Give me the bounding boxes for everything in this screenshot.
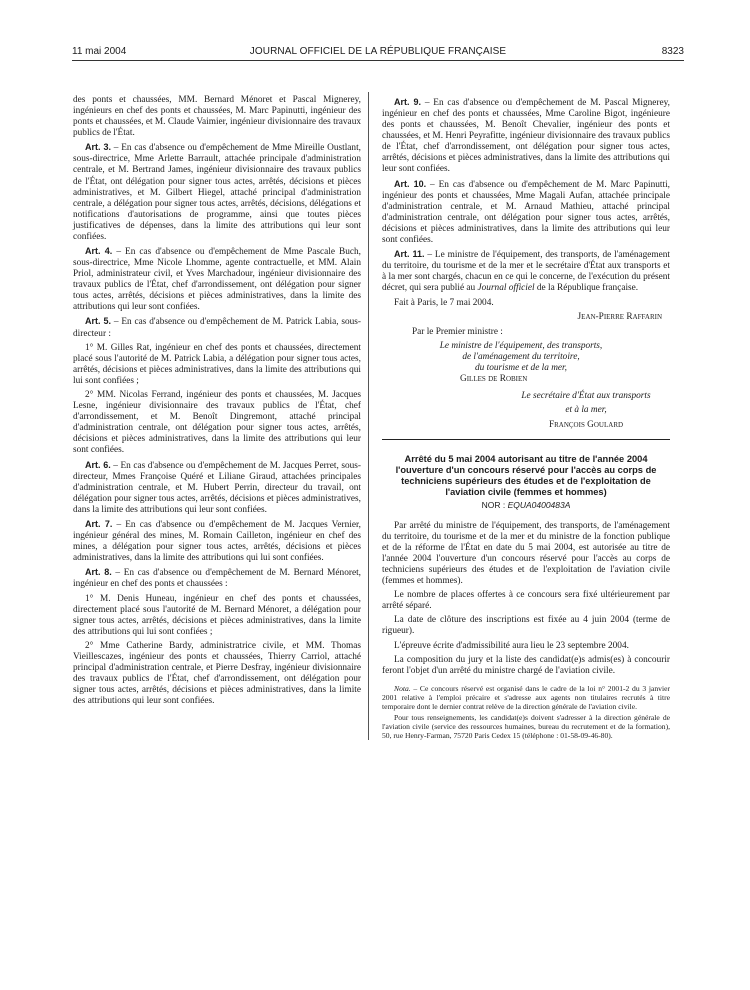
minister-title-line-3: du tourisme et de la mer,: [475, 362, 567, 373]
article-label: Art. 6.: [85, 459, 111, 470]
article-8-item-2: 2° Mme Catherine Bardy, administratrice civile, et MM. Thomas Vieillescazes, ingénieur des ponts et chaussées, Thierry Carriol, attaché principal d'administration centrale, et Pierre Desfray, ingénieur divisionnaire des travaux publics de l'État, chef d'arrondissement, ont délégation pour signer tous actes, arrêtés, décisions et pièces administratives, dans la limite des attributions qui leur sont confiées.: [73, 641, 361, 707]
article-9: Art. 9. – En cas d'absence ou d'empêchement de M. Pascal Mignerey, ingénieur en chef des ponts et chaussées, Mme Caroline Bigot, ingénieure des ponts et chaussées, M. Benoît Chevalier, ingénieur des ponts et chaussées, et M. Henri Peyrafitte, ingénieur divisionnaire des travaux publics de l'État, chef d'arrondissement, ont délégation pour signer tous actes, arrêtés, décisions et pièces administratives, dans la limite des attributions qui leur sont confiées.: [382, 97, 670, 175]
arrete-paragraph: Par arrêté du ministre de l'équipement, des transports, de l'aménagement du territoire, du tourisme et de la mer et du ministre de la fonction publique et de la réforme de l'État en date du 5 mai 2004, est autorisée au titre de l'année 2004 l'ouverture d'un concours réservé pour l'accès au corps de techniciens supérieurs des études et de l'exploitation de l'aviation civile (femmes et hommes).: [382, 520, 670, 586]
column-divider: [368, 92, 369, 740]
by-prime-minister: Par le Premier ministre :: [412, 326, 503, 337]
minister-title-line-2: de l'aménagement du territoire,: [462, 351, 580, 362]
arrete-paragraph: La date de clôture des inscriptions est fixée au 4 juin 2004 (terme de rigueur).: [382, 615, 670, 637]
issue-date: 11 mai 2004: [72, 46, 127, 57]
article-label: Art. 3.: [85, 142, 111, 153]
article-5-item-2: 2° MM. Nicolas Ferrand, ingénieur des ponts et chaussées, M. Jacques Lesne, ingénieur divisionnaire des travaux publics de l'État, chef d'arrondissement, et M. Benoît Dingremont, attaché principal d'administration centrale, ont délégation pour signer tous actes, arrêtés, décisions et pièces administratives, dans la limite des attributions qui leur sont confiées.: [73, 390, 361, 456]
secretary-name: François Goulard: [548, 419, 624, 430]
article-5-item-1: 1° M. Gilles Rat, ingénieur en chef des ponts et chaussées, directement placé sous l'autorité de M. Patrick Labia, a délégation pour signer tous actes, arrêtés, décisions et pièces administratives, dans la limite des attributions qui lui sont confiées ;: [73, 342, 361, 386]
article-5: Art. 5. – En cas d'absence ou d'empêchement de M. Patrick Labia, sous-directeur :: [73, 316, 361, 339]
article-label: Art. 7.: [85, 519, 113, 529]
left-column: [73, 95, 361, 711]
article-label: Art. 9.: [394, 97, 421, 107]
article-6: Art. 6. – En cas d'absence ou d'empêchement de M. Jacques Perret, sous-directeur, Mmes Françoise Quéré et Liliane Giraud, attachées principales d'administration centrale, et M. Hubert Perrin, directeur du travail, ont délégation pour signer tous actes, arrêtés, décisions et pièces administratives, dans la limite des attributions qui leur sont confiées.: [73, 459, 361, 515]
arrete-title: Arrêté du 5 mai 2004 autorisant au titre de l'année 2004 l'ouverture d'un concours réservé pour l'accès au corps de techniciens supérieurs des études et de l'exploitation de l'aviation civile (femmes et hommes): [395, 453, 657, 497]
article-4: Art. 4. – En cas d'absence ou d'empêchement de Mme Pascale Buch, sous-directrice, Mme Nicole Lhomme, agente contractuelle, et MM. Alain Priol, administrateur civil, et Yves Marchadour, ingénieur divisionnaire des travaux publics de l'État, chef d'arrondissement, ont délégation pour signer tous actes, arrêtés, décisions et pièces administratives, dans la limite des attributions qui leur sont confiées.: [73, 245, 361, 313]
minister-name: Gilles de Robien: [460, 374, 528, 385]
article-label: Art. 5.: [85, 316, 112, 327]
article-8: Art. 8. – En cas d'absence ou d'empêchement de M. Bernard Ménoret, ingénieur en chef des ponts et chaussées :: [73, 567, 361, 590]
signature-date: Fait à Paris, le 7 mai 2004.: [394, 298, 494, 309]
contact-note: Pour tous renseignements, les candidat(e)s doivent s'adresser à la direction générale de l'aviation civile (service des ressources humaines, bureau du recrutement et de la formation), 50, rue Henry-Farman, 75720 Paris Cedex 15 (téléphone : 01-58-09-46-80).: [382, 712, 670, 740]
article-label: Art. 8.: [85, 567, 112, 578]
paragraph-continuation: des ponts et chaussées, MM. Bernard Ménoret et Pascal Mignerey, ingénieurs en chef des ponts et chaussées, M. Marc Papinutti, ingénieur des ponts et chaussées, et M. Claude Vaimier, ingénieur divisionnaire des travaux publics de l'État.: [73, 95, 361, 139]
article-label: Art. 4.: [85, 245, 113, 256]
article-label: Art. 10.: [394, 178, 427, 189]
arrete-paragraph: La composition du jury et la liste des candidat(e)s admis(es) à concourir feront l'objet d'un arrêté du ministre chargé de l'aviation civile.: [382, 654, 670, 676]
arrete-paragraph: Le nombre de places offertes à ce concours sera fixé ultérieurement par arrêté séparé.: [382, 590, 670, 612]
article-10: Art. 10. – En cas d'absence ou d'empêchement de M. Marc Papinutti, ingénieur des ponts et chaussées, Mme Magali Aufan, attachée principale d'administration centrale, et M. Arnaud Mathieu, attaché principal d'administration centrale, ont délégation pour signer tous actes, arrêtés, décisions et pièces administratives, dans la limite des attributions qui leur sont confiées.: [382, 178, 670, 245]
minister-title-line-1: Le ministre de l'équipement, des transports,: [439, 340, 603, 351]
secretary-title-line-1: Le secrétaire d'État aux transports: [521, 391, 651, 402]
article-3: Art. 3. – En cas d'absence ou d'empêchement de Mme Mireille Oustlant, sous-directrice, Mme Arlette Barrault, attachée principale d'administration centrale, et M. Bertrand James, ingénieur divisionnaire des travaux publics de l'État, ont délégation pour signer tous actes, arrêtés, décisions et pièces administratives, et M. Gilbert Hiegel, attaché principal d'administration centrale, a délégation pour signer tous actes, arrêtés, décisions, délégations et notifications d'autorisations de programme, ainsi que toutes pièces justificatives de dépenses, dans la limite des attributions qui leur sont confiées.: [73, 142, 361, 242]
page-header: [72, 46, 684, 60]
nota-note: Nota. – Ce concours réservé est organisé dans le cadre de la loi n° 2001-2 du 3 janvier 2001 relative à l'emploi précaire et s'adresse aux agents non titulaires recrutés à titre temporaire dont le dernier contrat relève de la direction générale de l'aviation civile.: [382, 683, 670, 711]
section-separator: [382, 439, 670, 440]
article-8-item-1: 1° M. Denis Huneau, ingénieur en chef des ponts et chaussées, directement placé sous l'autorité de M. Bernard Ménoret, a délégation pour signer tous actes, arrêtés, décisions et pièces administratives, dans la limite des attributions qui lui sont confiées ;: [73, 593, 361, 637]
nor-reference: NOR : EQUA0400483A: [481, 499, 571, 510]
arrete-paragraph: L'épreuve écrite d'admissibilité aura lieu le 23 septembre 2004.: [394, 640, 629, 651]
secretary-title-line-2: et à la mer,: [565, 405, 607, 416]
article-label: Art. 11.: [394, 248, 425, 259]
journal-title: JOURNAL OFFICIEL DE LA RÉPUBLIQUE FRANÇAISE: [249, 46, 507, 57]
right-column: [382, 97, 670, 742]
prime-minister-name: Jean-Pierre Raffarin: [577, 312, 662, 323]
header-rule: [72, 60, 684, 61]
article-11: Art. 11. – Le ministre de l'équipement, des transports, de l'aménagement du territoire, du tourisme et de la mer et le secrétaire d'État aux transports et à la mer sont chargés, chacun en ce qui le concerne, de l'exécution du présent décret, qui sera publié au Journal officiel de la République française.: [382, 248, 671, 294]
article-7: Art. 7. – En cas d'absence ou d'empêchement de M. Jacques Vernier, ingénieur général des mines, M. Romain Cailleton, ingénieur en chef des mines, a délégation pour signer tous actes, arrêtés, décisions et pièces administratives, dans la limite des attributions qui lui sont confiées.: [73, 519, 361, 564]
page-number: 8323: [661, 46, 684, 57]
